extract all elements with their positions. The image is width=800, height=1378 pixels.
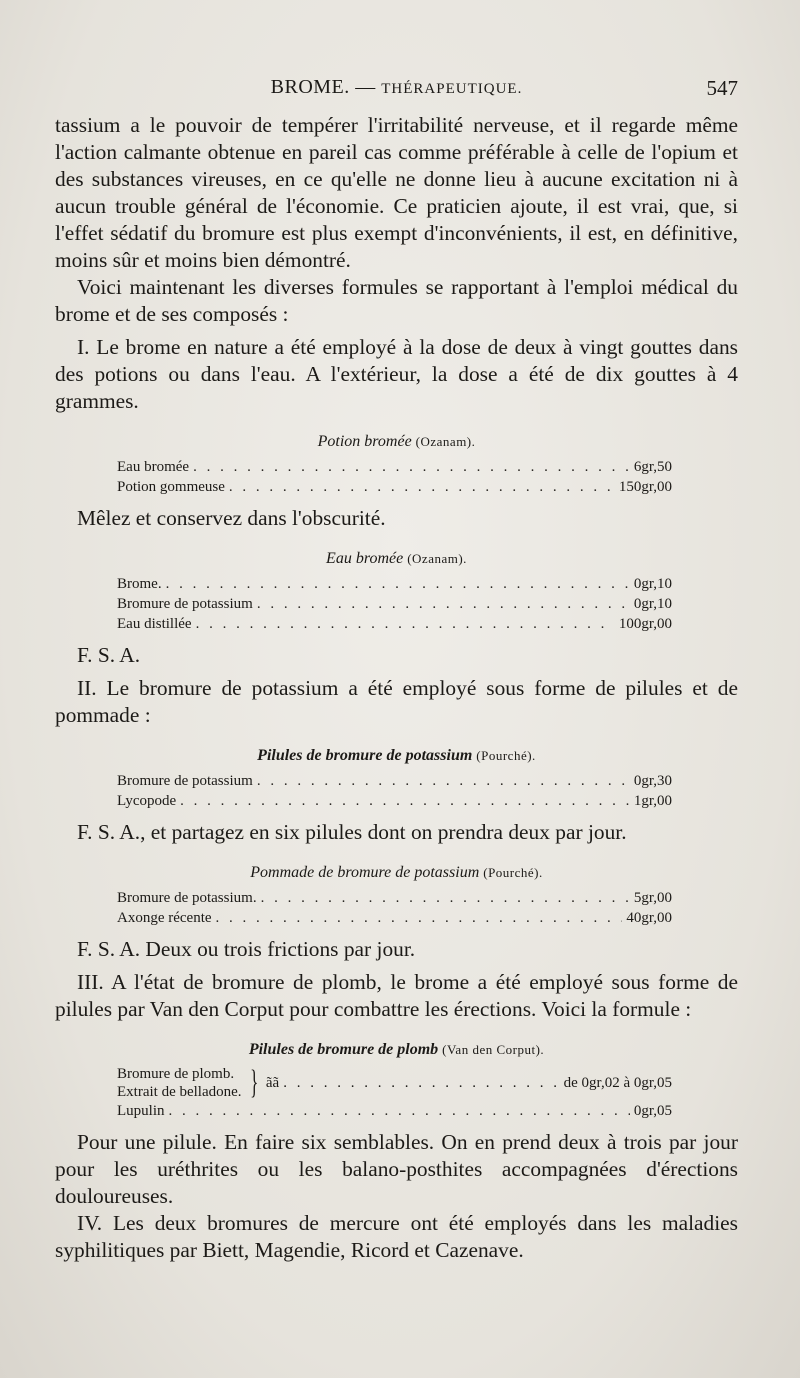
header-title: BROME. — THÉRAPEUTIQUE. (270, 76, 523, 98)
recipe-title: Potion bromée (Ozanam). (317, 433, 476, 450)
recipe-line: Eau bromée . . . 6gr,50 (117, 457, 672, 477)
recipe-pilules-bromure-plomb (55, 1039, 738, 1121)
recipe-potion-bromee (55, 431, 738, 497)
paragraph-10: Pour une pilule. En faire six semblables. On en prend deux à trois par jour pour les uréthrites ou les balano-posthites accompagnées d'érections douloureuses. (55, 1130, 738, 1208)
recipe-title: Pilules de bromure de plomb (Van den Corput). (248, 1041, 545, 1058)
paragraph-6: II. Le bromure de potassium a été employé sous forme de pilules et de pommade : (55, 676, 738, 727)
recipe-line: Bromure de potassium . . . 0gr,30 (117, 771, 672, 791)
recipe-line: Bromure de potassium. . . . 5gr,00 (117, 888, 672, 908)
paragraph-11: IV. Les deux bromures de mercure ont été employés dans les maladies syphilitiques par Biett, Magendie, Ricord et Cazenave. (55, 1211, 738, 1262)
paragraph-4: Mêlez et conservez dans l'obscurité. (77, 506, 386, 530)
brace-aa: ãã (265, 1075, 280, 1091)
paragraph-7: F. S. A., et partagez en six pilules dont on prendra deux par jour. (77, 820, 627, 844)
paragraph-1: tassium a le pouvoir de tempérer l'irritabilité nerveuse, et il regarde même l'action calmante obtenue en pareil cas comme préférable à celle de l'opium et des substances vireuses, en ce qu'elle ne donne lieu à aucune excitation ni à aucun trouble général de l'économie. Ce praticien ajoute, il est vrai, que, si l'effet sédatif du bromure est plus exempt d'inconvénients, il est, en définitive, moins sûr et moins bien démontré. (55, 113, 738, 272)
page-body (55, 112, 738, 1264)
paragraph-8: F. S. A. Deux ou trois frictions par jour. (77, 937, 416, 961)
paragraph-3: I. Le brome en nature a été employé à la dose de deux à vingt gouttes dans des potions ou dans l'eau. A l'extérieur, la dose a été de dix gouttes à 4 grammes. (55, 335, 738, 413)
recipe-eau-bromee (55, 548, 738, 634)
recipe-quantity: de 0gr,02 à 0gr,05 (563, 1075, 672, 1091)
recipe-ingredient: Extrait de belladone. (117, 1084, 242, 1100)
recipe-line: Potion gommeuse . . . 150gr,00 (117, 477, 672, 497)
recipe-line: Brome. . . . 0gr,10 (117, 574, 672, 594)
paragraph-2: Voici maintenant les diverses formules se rapportant à l'emploi médical du brome et de ses composés : (55, 275, 738, 326)
recipe-pommade-bromure-potassium (55, 862, 738, 928)
recipe-title: Pommade de bromure de potassium (Pourché). (250, 864, 543, 881)
recipe-line: Lycopode . . . 1gr,00 (117, 791, 672, 811)
recipe-title: Eau bromée (Ozanam). (326, 550, 467, 567)
running-header (55, 76, 738, 106)
page-number: 547 (706, 76, 738, 100)
recipe-line: Lupulin . . . 0gr,05 (117, 1101, 672, 1121)
paragraph-5: F. S. A. (77, 643, 141, 667)
recipe-pilules-bromure-potassium (55, 745, 738, 811)
paragraph-9: III. A l'état de bromure de plomb, le brome a été employé sous forme de pilules par Van den Corput pour combattre les érections. Voici la formule : (55, 970, 738, 1021)
recipe-ingredient: Bromure de plomb. (117, 1066, 235, 1082)
brace-mark: } (249, 1064, 258, 1101)
recipe-line: Bromure de potassium . . . 0gr,10 (117, 594, 672, 614)
recipe-brace-group (117, 1065, 672, 1101)
recipe-title: Pilules de bromure de potassium (Pourché). (257, 747, 536, 764)
recipe-line: Axonge récente . . . 40gr,00 (117, 908, 672, 928)
recipe-line: Eau distillée . . . 100gr,00 (117, 614, 672, 634)
